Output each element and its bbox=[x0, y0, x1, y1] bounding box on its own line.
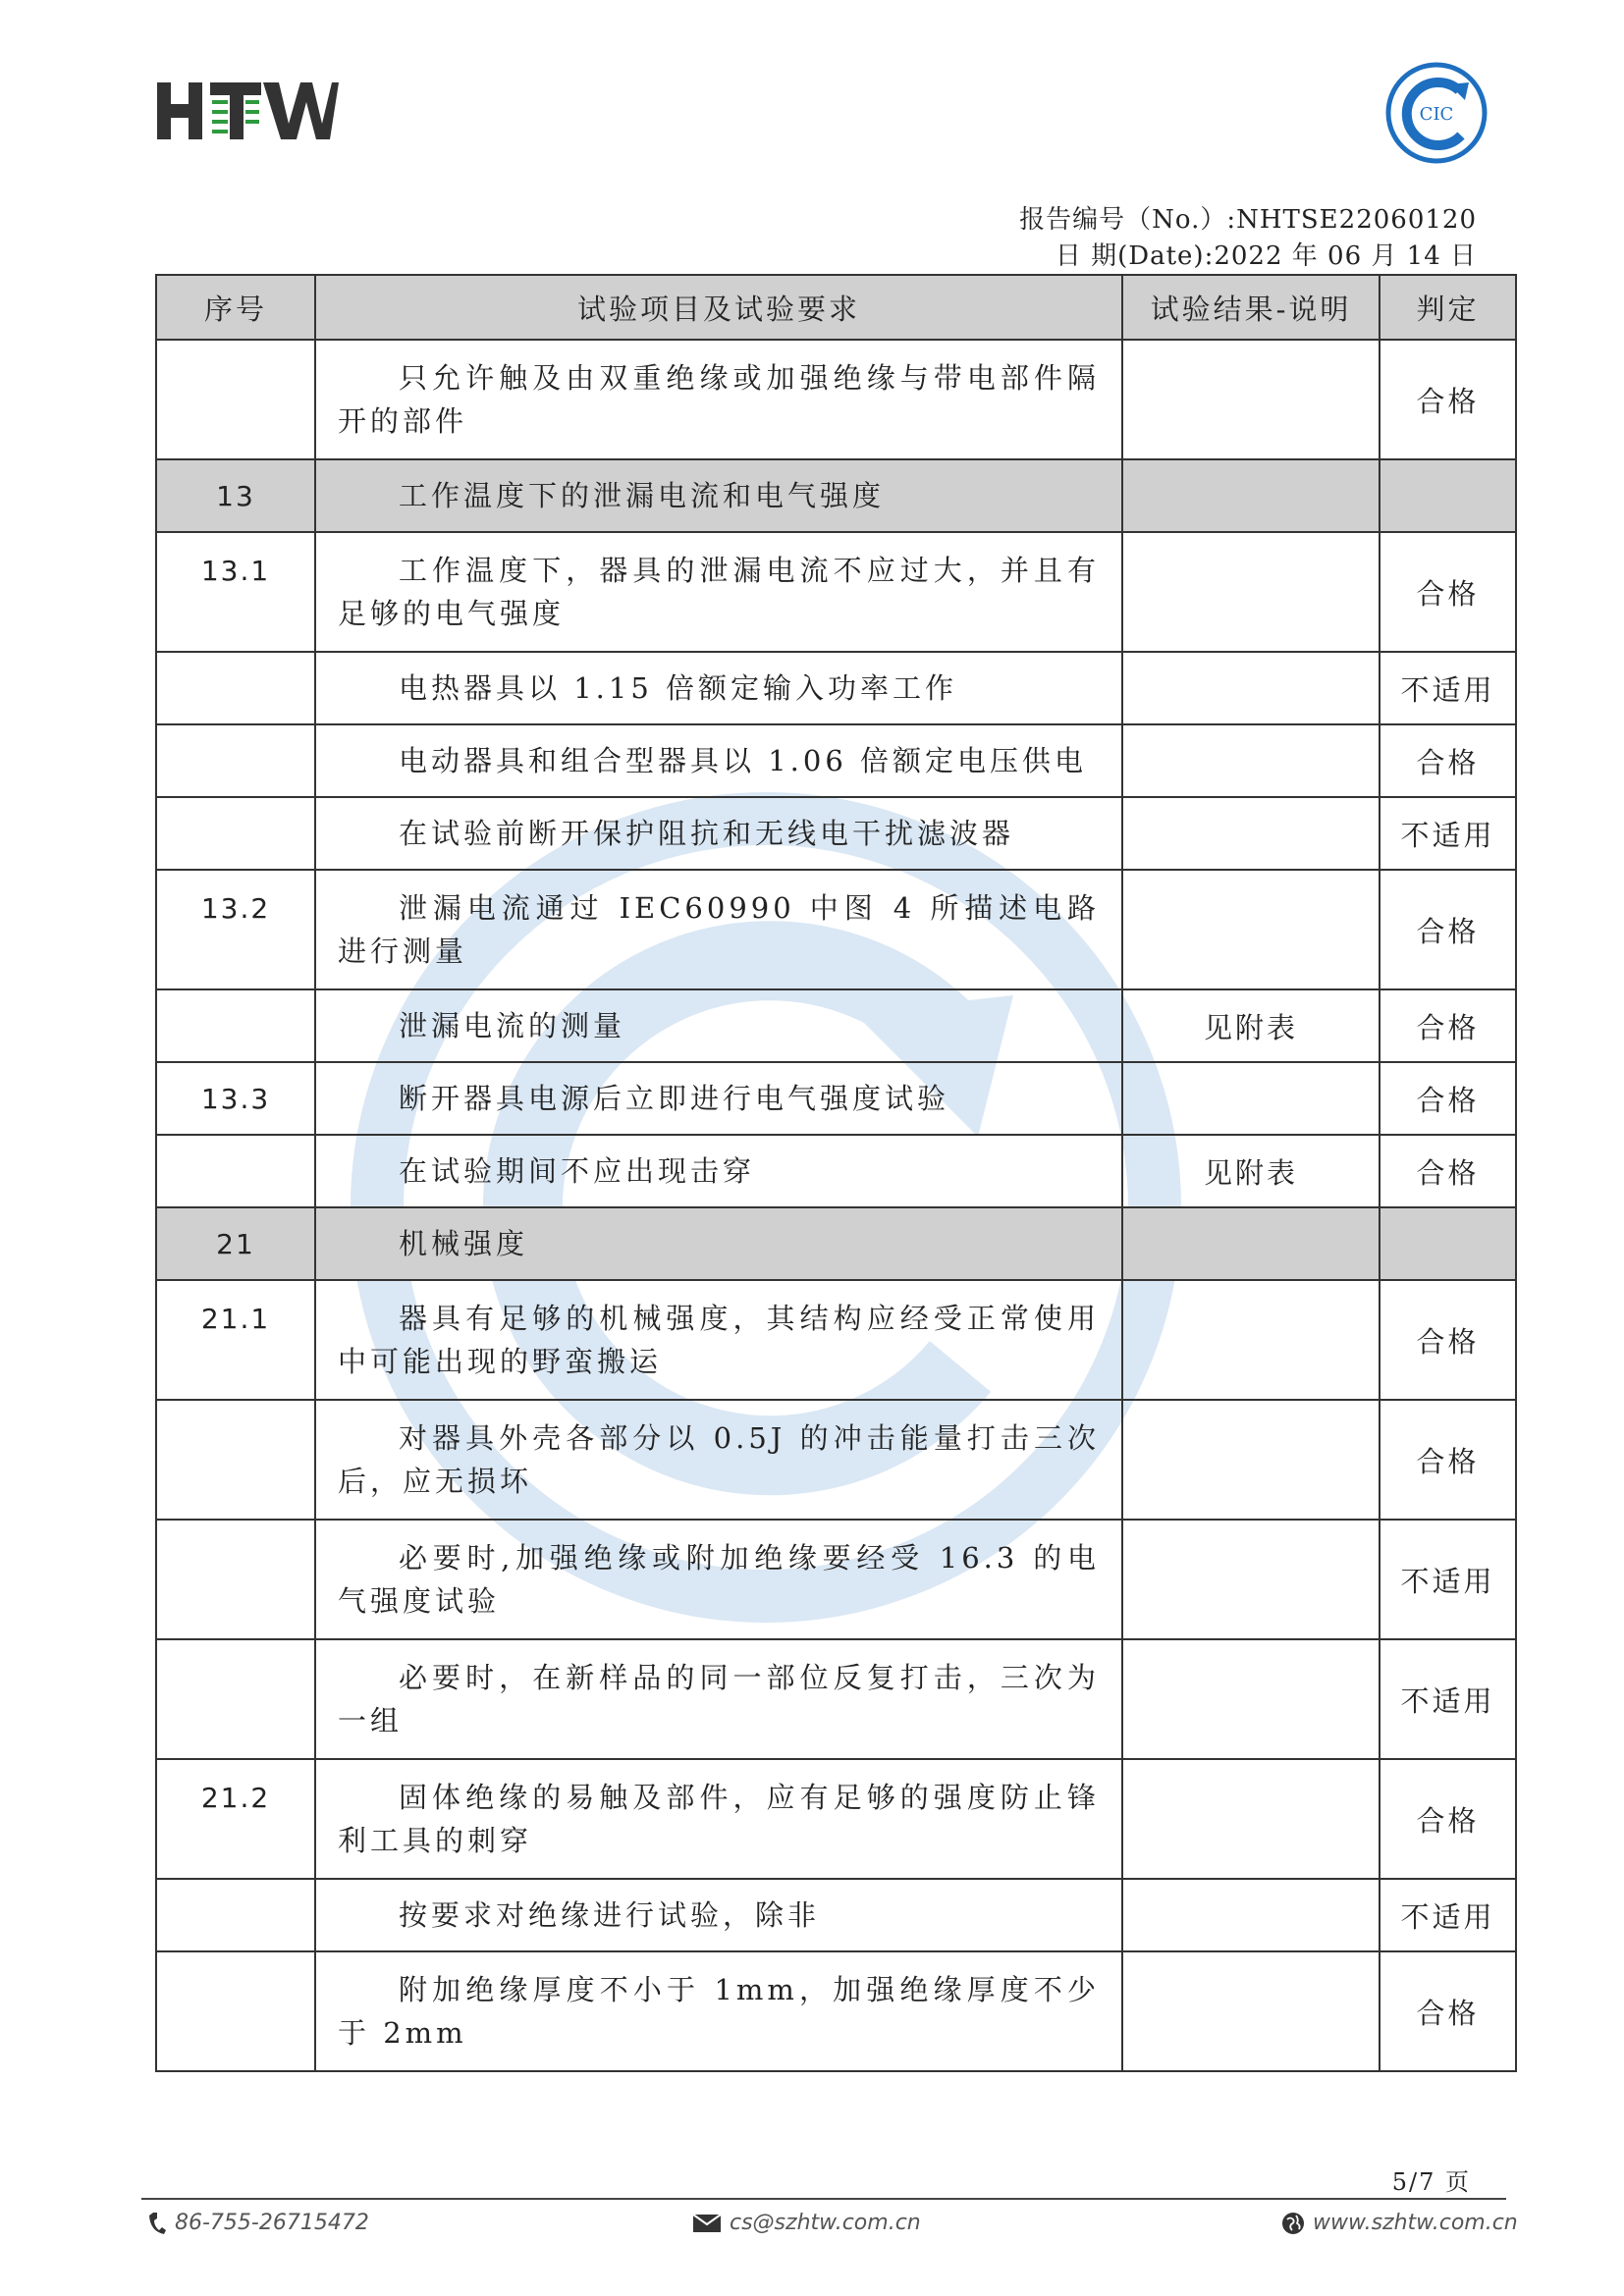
header-item: 试验项目及试验要求 bbox=[315, 275, 1122, 340]
row-no bbox=[156, 1639, 315, 1759]
row-item: 在试验前断开保护阻抗和无线电干扰滤波器 bbox=[315, 797, 1122, 870]
row-verdict: 合格 bbox=[1380, 870, 1516, 989]
table-row bbox=[156, 1951, 1516, 2071]
page-number: 5/7 页 bbox=[1391, 2168, 1471, 2196]
row-result bbox=[1122, 1280, 1380, 1400]
globe-icon bbox=[1281, 2212, 1305, 2235]
report-date: 日 期(Date):2022 年 06 月 14 日 bbox=[1055, 241, 1477, 271]
table-row bbox=[156, 340, 1516, 459]
row-verdict: 不适用 bbox=[1380, 1639, 1516, 1759]
row-item: 必要时,加强绝缘或附加绝缘要经受 16.3 的电气强度试验 bbox=[315, 1520, 1122, 1639]
table-row bbox=[156, 797, 1516, 870]
row-result bbox=[1122, 1062, 1380, 1135]
row-result bbox=[1122, 532, 1380, 652]
table-row bbox=[156, 724, 1516, 797]
row-no bbox=[156, 1400, 315, 1520]
row-no bbox=[156, 652, 315, 724]
row-result bbox=[1122, 459, 1380, 532]
row-verdict: 合格 bbox=[1380, 989, 1516, 1062]
row-verdict: 合格 bbox=[1380, 532, 1516, 652]
row-no: 21 bbox=[156, 1207, 315, 1280]
row-no: 13 bbox=[156, 459, 315, 532]
footer-email bbox=[692, 2211, 921, 2235]
table-section-row bbox=[156, 459, 1516, 532]
row-no bbox=[156, 340, 315, 459]
row-verdict bbox=[1380, 459, 1516, 532]
htw-logo bbox=[157, 80, 339, 141]
row-result bbox=[1122, 1759, 1380, 1879]
header-verdict: 判定 bbox=[1380, 275, 1516, 340]
table-row bbox=[156, 1879, 1516, 1951]
row-no: 21.1 bbox=[156, 1280, 315, 1400]
row-item: 工作温度下的泄漏电流和电气强度 bbox=[315, 459, 1122, 532]
row-result bbox=[1122, 1520, 1380, 1639]
row-item: 按要求对绝缘进行试验，除非 bbox=[315, 1879, 1122, 1951]
table-row bbox=[156, 1759, 1516, 1879]
row-item: 工作温度下，器具的泄漏电流不应过大，并且有足够的电气强度 bbox=[315, 532, 1122, 652]
row-item: 机械强度 bbox=[315, 1207, 1122, 1280]
website-url: www.szhtw.com.cn bbox=[1313, 2211, 1518, 2235]
table-row bbox=[156, 989, 1516, 1062]
row-item: 附加绝缘厚度不小于 1mm，加强绝缘厚度不少于 2mm bbox=[315, 1951, 1122, 2071]
row-no bbox=[156, 989, 315, 1062]
row-result bbox=[1122, 797, 1380, 870]
footer-website bbox=[1281, 2211, 1518, 2235]
row-item: 泄漏电流通过 IEC60990 中图 4 所描述电路进行测量 bbox=[315, 870, 1122, 989]
row-verdict: 合格 bbox=[1380, 1951, 1516, 2071]
row-verdict: 不适用 bbox=[1380, 1520, 1516, 1639]
row-verdict: 合格 bbox=[1380, 1400, 1516, 1520]
table-row bbox=[156, 532, 1516, 652]
cic-logo bbox=[1384, 61, 1489, 165]
table-section-row bbox=[156, 1207, 1516, 1280]
row-result bbox=[1122, 340, 1380, 459]
table-row bbox=[156, 1400, 1516, 1520]
row-result bbox=[1122, 652, 1380, 724]
row-item: 必要时，在新样品的同一部位反复打击，三次为一组 bbox=[315, 1639, 1122, 1759]
report-number: 报告编号（No.）:NHTSE22060120 bbox=[1019, 205, 1477, 235]
row-item: 在试验期间不应出现击穿 bbox=[315, 1135, 1122, 1207]
cic-logo-text: CIC bbox=[1419, 104, 1454, 125]
row-no: 21.2 bbox=[156, 1759, 315, 1879]
row-result: 见附表 bbox=[1122, 1135, 1380, 1207]
row-item: 电热器具以 1.15 倍额定输入功率工作 bbox=[315, 652, 1122, 724]
row-verdict: 不适用 bbox=[1380, 1879, 1516, 1951]
row-verdict: 合格 bbox=[1380, 724, 1516, 797]
table-row bbox=[156, 1639, 1516, 1759]
row-item: 只允许触及由双重绝缘或加强绝缘与带电部件隔开的部件 bbox=[315, 340, 1122, 459]
row-verdict: 不适用 bbox=[1380, 797, 1516, 870]
row-result bbox=[1122, 1951, 1380, 2071]
header-result: 试验结果-说明 bbox=[1122, 275, 1380, 340]
row-item: 器具有足够的机械强度，其结构应经受正常使用中可能出现的野蛮搬运 bbox=[315, 1280, 1122, 1400]
row-result bbox=[1122, 1400, 1380, 1520]
row-verdict bbox=[1380, 1207, 1516, 1280]
row-no bbox=[156, 1135, 315, 1207]
table-row bbox=[156, 1520, 1516, 1639]
table-row bbox=[156, 1280, 1516, 1400]
row-result bbox=[1122, 724, 1380, 797]
row-item: 泄漏电流的测量 bbox=[315, 989, 1122, 1062]
row-no bbox=[156, 797, 315, 870]
row-result bbox=[1122, 1207, 1380, 1280]
table-header-row bbox=[156, 275, 1516, 340]
phone-icon bbox=[147, 2212, 167, 2235]
row-verdict: 不适用 bbox=[1380, 652, 1516, 724]
row-item: 对器具外壳各部分以 0.5J 的冲击能量打击三次后，应无损坏 bbox=[315, 1400, 1122, 1520]
table-row bbox=[156, 870, 1516, 989]
footer-phone bbox=[147, 2211, 369, 2235]
table-row bbox=[156, 1062, 1516, 1135]
table-row bbox=[156, 652, 1516, 724]
row-result bbox=[1122, 870, 1380, 989]
table-row bbox=[156, 1135, 1516, 1207]
row-verdict: 合格 bbox=[1380, 1135, 1516, 1207]
row-verdict: 合格 bbox=[1380, 1280, 1516, 1400]
test-results-table bbox=[155, 274, 1517, 2072]
row-no: 13.2 bbox=[156, 870, 315, 989]
row-no bbox=[156, 1879, 315, 1951]
row-item: 断开器具电源后立即进行电气强度试验 bbox=[315, 1062, 1122, 1135]
row-verdict: 合格 bbox=[1380, 340, 1516, 459]
email-address: cs@szhtw.com.cn bbox=[730, 2211, 921, 2235]
row-no bbox=[156, 1951, 315, 2071]
row-no: 13.3 bbox=[156, 1062, 315, 1135]
row-item: 固体绝缘的易触及部件，应有足够的强度防止锋利工具的刺穿 bbox=[315, 1759, 1122, 1879]
row-verdict: 合格 bbox=[1380, 1062, 1516, 1135]
row-item: 电动器具和组合型器具以 1.06 倍额定电压供电 bbox=[315, 724, 1122, 797]
row-result bbox=[1122, 1879, 1380, 1951]
row-verdict: 合格 bbox=[1380, 1759, 1516, 1879]
header-no: 序号 bbox=[156, 275, 315, 340]
row-result: 见附表 bbox=[1122, 989, 1380, 1062]
row-no bbox=[156, 1520, 315, 1639]
mail-icon bbox=[692, 2214, 722, 2233]
footer-divider bbox=[141, 2198, 1506, 2200]
phone-number: 86-755-26715472 bbox=[175, 2211, 369, 2235]
row-no bbox=[156, 724, 315, 797]
row-no: 13.1 bbox=[156, 532, 315, 652]
row-result bbox=[1122, 1639, 1380, 1759]
